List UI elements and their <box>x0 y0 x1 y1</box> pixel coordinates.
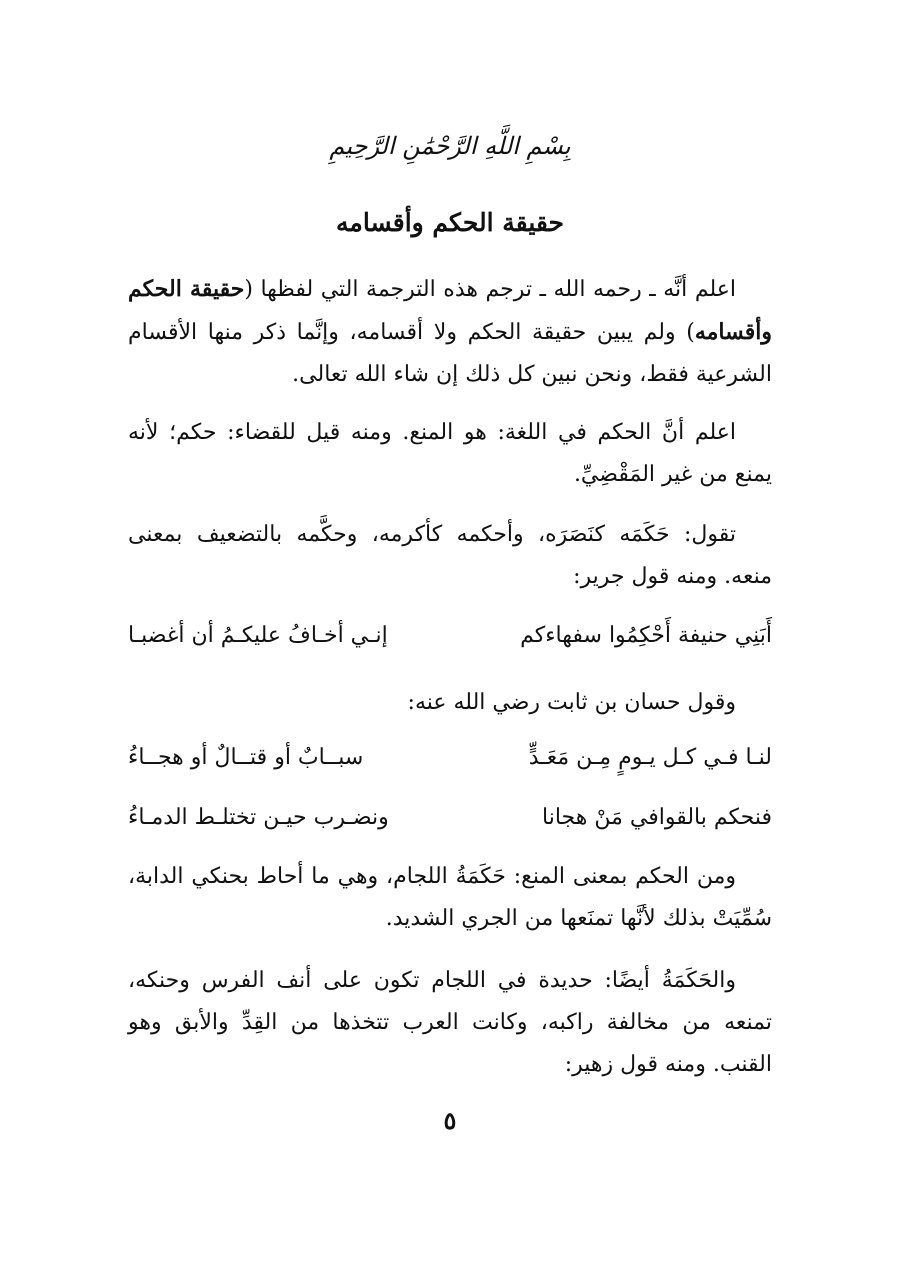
chapter-title: حقيقة الحكم وأقسامه <box>336 208 564 237</box>
verse-first-hemistich: فنحكم بالقوافي مَنْ هجانا <box>542 805 772 830</box>
paragraph-hassan-intro-text: وقول حسان بن ثابت رضي الله عنه: <box>407 690 736 715</box>
paragraph-bridle-iron <box>128 960 772 1086</box>
paragraph-intro-text-b: ) ولم يبين حقيقة الحكم ولا أقسامه، وإنَّما ذكر منها الأقسام الشرعية فقط، ونحن نبين كل ذلك إن شاء الله تعالى. <box>128 320 772 387</box>
paragraph-bridle-meaning <box>128 856 772 940</box>
paragraph-linguistic-meaning-text: اعلم أنَّ الحكم في اللغة: هو المنع. ومنه قيل للقضاء: حكم؛ لأنه يمنع من غير المَقْضِيِّ. <box>128 420 772 487</box>
basmala-heading: بِسْمِ اللَّهِ الرَّحْمَٰنِ الرَّحِيمِ <box>329 132 571 160</box>
verse-second-hemistich: إنـي أخـافُ عليكـمُ أن أغضبـا <box>128 623 388 648</box>
paragraph-linguistic-meaning <box>128 412 772 496</box>
paragraph-bridle-iron-text: والحَكَمَةُ أيضًا: حديدة في اللجام تكون على أنف الفرس وحنكه، تمنعه من مخالفة راكبه، وكانت العرب تتخذها من القِدِّ والأبق وهو القنب. ومنه قول زهير: <box>128 968 772 1077</box>
paragraph-intro-text-a: اعلم أنَّه ـ رحمه الله ـ ترجم هذه الترجمة التي لفظها ( <box>244 277 736 302</box>
poetry-verse-hassan-2 <box>128 798 772 838</box>
paragraph-bridle-meaning-text: ومن الحكم بمعنى المنع: حَكَمَةُ اللجام، وهي ما أحاط بحنكي الدابة، سُمِّيَتْ بذلك لأنَّها تمنَعها من الجري الشديد. <box>128 864 772 931</box>
verse-second-hemistich: سبــابٌ أو قتــالٌ أو هجــاءُ <box>128 745 364 770</box>
paragraph-intro-bold-phrase: حقيقة الحكم وأقسامه <box>128 276 772 345</box>
paragraph-hassan-intro <box>128 682 772 724</box>
paragraph-intro <box>128 268 772 396</box>
verse-first-hemistich: لنـا فـي كـل يـومٍ مِـن مَعَـدٍّ <box>528 745 772 770</box>
poetry-verse-hassan-1 <box>128 738 772 778</box>
paragraph-conjugation-text: تقول: حَكَمَه كنَصَرَه، وأحكمه كأكرمه، وحكَّمه بالتضعيف بمعنى منعه. ومنه قول جرير: <box>128 522 772 589</box>
verse-second-hemistich: ونضـرب حيـن تختلـط الدمـاءُ <box>128 805 389 830</box>
page-number: ٥ <box>443 1106 457 1135</box>
paragraph-conjugation <box>128 514 772 598</box>
verse-first-hemistich: أَبَنِي حنيفة أَحْكِمُوا سفهاءكم <box>520 623 772 648</box>
poetry-verse-jarir <box>128 616 772 656</box>
